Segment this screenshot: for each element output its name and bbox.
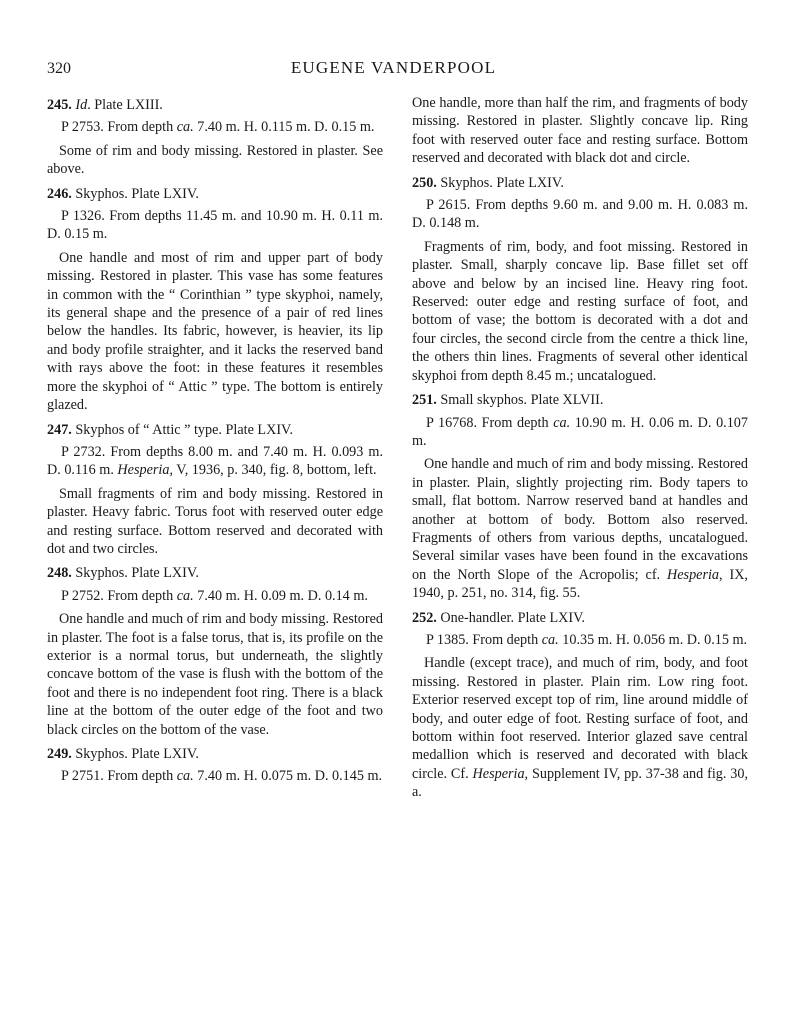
entry-description: Small fragments of rim and body missing. Restored in plaster. Heavy fabric. Torus foot with reserved outer edge and resting surface. Bottom reserved and decorated with dot and two circles. bbox=[47, 485, 383, 557]
entry-number: 252. bbox=[412, 609, 437, 626]
page-number: 320 bbox=[47, 60, 71, 77]
entry-title bbox=[412, 609, 748, 627]
entry-title bbox=[412, 391, 748, 409]
entry-number: 247. bbox=[47, 421, 72, 438]
catalogue-entry bbox=[412, 94, 748, 168]
entry-heading: Skyphos. Plate LXIV. bbox=[71, 746, 199, 762]
entry-number: 245. bbox=[47, 97, 72, 113]
left-column bbox=[47, 94, 383, 792]
entry-title bbox=[47, 745, 383, 763]
entry-description: Fragments of rim, body, and foot missing. Restored in plaster. Small, sharply concave lip. Base fillet set off above and below by an incised line. Heavy ring foot. Reserved: outer edge and resting surface of foot, and bottom of vase; the bottom is decorated with a dot and four circles, the second circle from the centre a thick line, the others thin lines. Fragments of several other identical skyphoi from depth 8.45 m.; uncatalogued. bbox=[412, 238, 748, 384]
entry-meta: P 16768. From depth ca. 10.90 m. H. 0.06 m. D. 0.107 m. bbox=[412, 414, 748, 449]
entry-title bbox=[47, 96, 383, 114]
entry-title bbox=[47, 564, 383, 582]
entry-meta: P 2732. From depths 8.00 m. and 7.40 m. H. 0.093 m. D. 0.116 m. Hesperia, V, 1936, p. 340, fig. 8, bottom, left. bbox=[47, 443, 383, 479]
right-column bbox=[412, 94, 748, 808]
entry-description: One handle and much of rim and body missing. Restored in plaster. Plain, slightly projecting rim. Body tapers to small, flat bottom. Narrow reserved band at handles and another at bottom of body. Bottom also reserved. Fragments of others from various depths, uncatalogued. Several similar vases have been found in the excavations on the North Slope of the Acropolis; cf. Hesperia, IX, 1940, p. 251, no. 314, fig. 55. bbox=[412, 456, 748, 602]
entry-description: Handle (except trace), and much of rim, body, and foot missing. Restored in plaster. Plain rim. Low ring foot. Exterior reserved except top of rim, line around middle of body, and outer edge of foot. Resting surface of foot, and bottom within foot reserved. Interior glazed save central medallion which is reserved and decorated with black circle. Cf. Hesperia, Supplement IV, pp. 37-38 and fig. 30, a. bbox=[412, 655, 749, 801]
entry-description: Some of rim and body missing. Restored in plaster. See above. bbox=[47, 142, 383, 178]
catalogue-entry bbox=[47, 185, 383, 415]
running-head: EUGENE VANDERPOOL bbox=[290, 58, 497, 77]
entry-number: 249. bbox=[47, 746, 72, 762]
entry-heading: Small skyphos. Plate XLVII. bbox=[436, 392, 604, 409]
catalogue-entry bbox=[412, 174, 748, 385]
catalogue-entry bbox=[47, 564, 383, 739]
entry-description: One handle, more than half the rim, and fragments of body missing. Restored in plaster. Slightly concave lip. Ring foot with reserved outer face and resting surface. Bottom reserved and decorated with black dot and circle. bbox=[412, 95, 748, 167]
entry-meta: P 2753. From depth ca. 7.40 m. H. 0.115 m. D. 0.15 m. bbox=[61, 119, 375, 136]
entry-meta: P 2615. From depths 9.60 m. and 9.00 m. H. 0.083 m. D. 0.148 m. bbox=[412, 197, 748, 232]
catalogue-entry bbox=[47, 745, 383, 786]
entry-heading: Skyphos of “ Attic ” type. Plate LXIV. bbox=[71, 421, 294, 438]
entry-meta: P 2751. From depth ca. 7.40 m. H. 0.075 m. D. 0.145 m. bbox=[61, 768, 383, 785]
catalogue-entry bbox=[412, 391, 748, 602]
entry-number: 250. bbox=[412, 174, 437, 191]
entry-description: One handle and most of rim and upper part of body missing. Restored in plaster. This vase has some features in common with the “ Corinthian ” type skyphoi, namely, its general shape and the presence of a pair of red lines below the handles. Its fabric, however, is heavier, its lip and body profile straighter, and it lacks the reserved band with rays above the foot: in these features it resembles more the skyphoi of “ Attic ” type. The bottom is entirely glazed. bbox=[47, 249, 383, 414]
catalogue-entry bbox=[47, 96, 383, 179]
entry-meta: P 2752. From depth ca. 7.40 m. H. 0.09 m. D. 0.14 m. bbox=[61, 587, 368, 604]
catalogue-entry bbox=[47, 421, 383, 559]
entry-meta: P 1385. From depth ca. 10.35 m. H. 0.056 m. D. 0.15 m. bbox=[426, 631, 748, 648]
entry-heading: Id. Plate LXIII. bbox=[75, 97, 163, 113]
entry-title bbox=[47, 421, 383, 439]
entry-title bbox=[412, 174, 748, 192]
entry-number: 251. bbox=[412, 392, 437, 409]
entry-description: One handle and much of rim and body missing. Restored in plaster. The foot is a false torus, that is, its profile on the exterior is a normal torus, but underneath, the slightly concave bottom of the vase is flush with the bottom of the foot and there is no independent foot ring. There is a black line at the bottom of the outer edge of the foot and two black circles on the bottom of the vase. bbox=[47, 611, 383, 738]
entry-meta: P 1326. From depths 11.45 m. and 10.90 m. H. 0.11 m. D. 0.15 m. bbox=[47, 208, 383, 243]
entry-heading: Skyphos. Plate LXIV. bbox=[71, 185, 199, 202]
entry-heading: One-handler. Plate LXIV. bbox=[436, 609, 586, 626]
entry-heading: Skyphos. Plate LXIV. bbox=[71, 565, 199, 582]
catalogue-entry bbox=[412, 609, 748, 802]
entry-heading: Skyphos. Plate LXIV. bbox=[436, 174, 564, 191]
entry-title bbox=[47, 185, 383, 203]
entry-number: 248. bbox=[47, 565, 72, 582]
entry-number: 246. bbox=[47, 185, 72, 202]
